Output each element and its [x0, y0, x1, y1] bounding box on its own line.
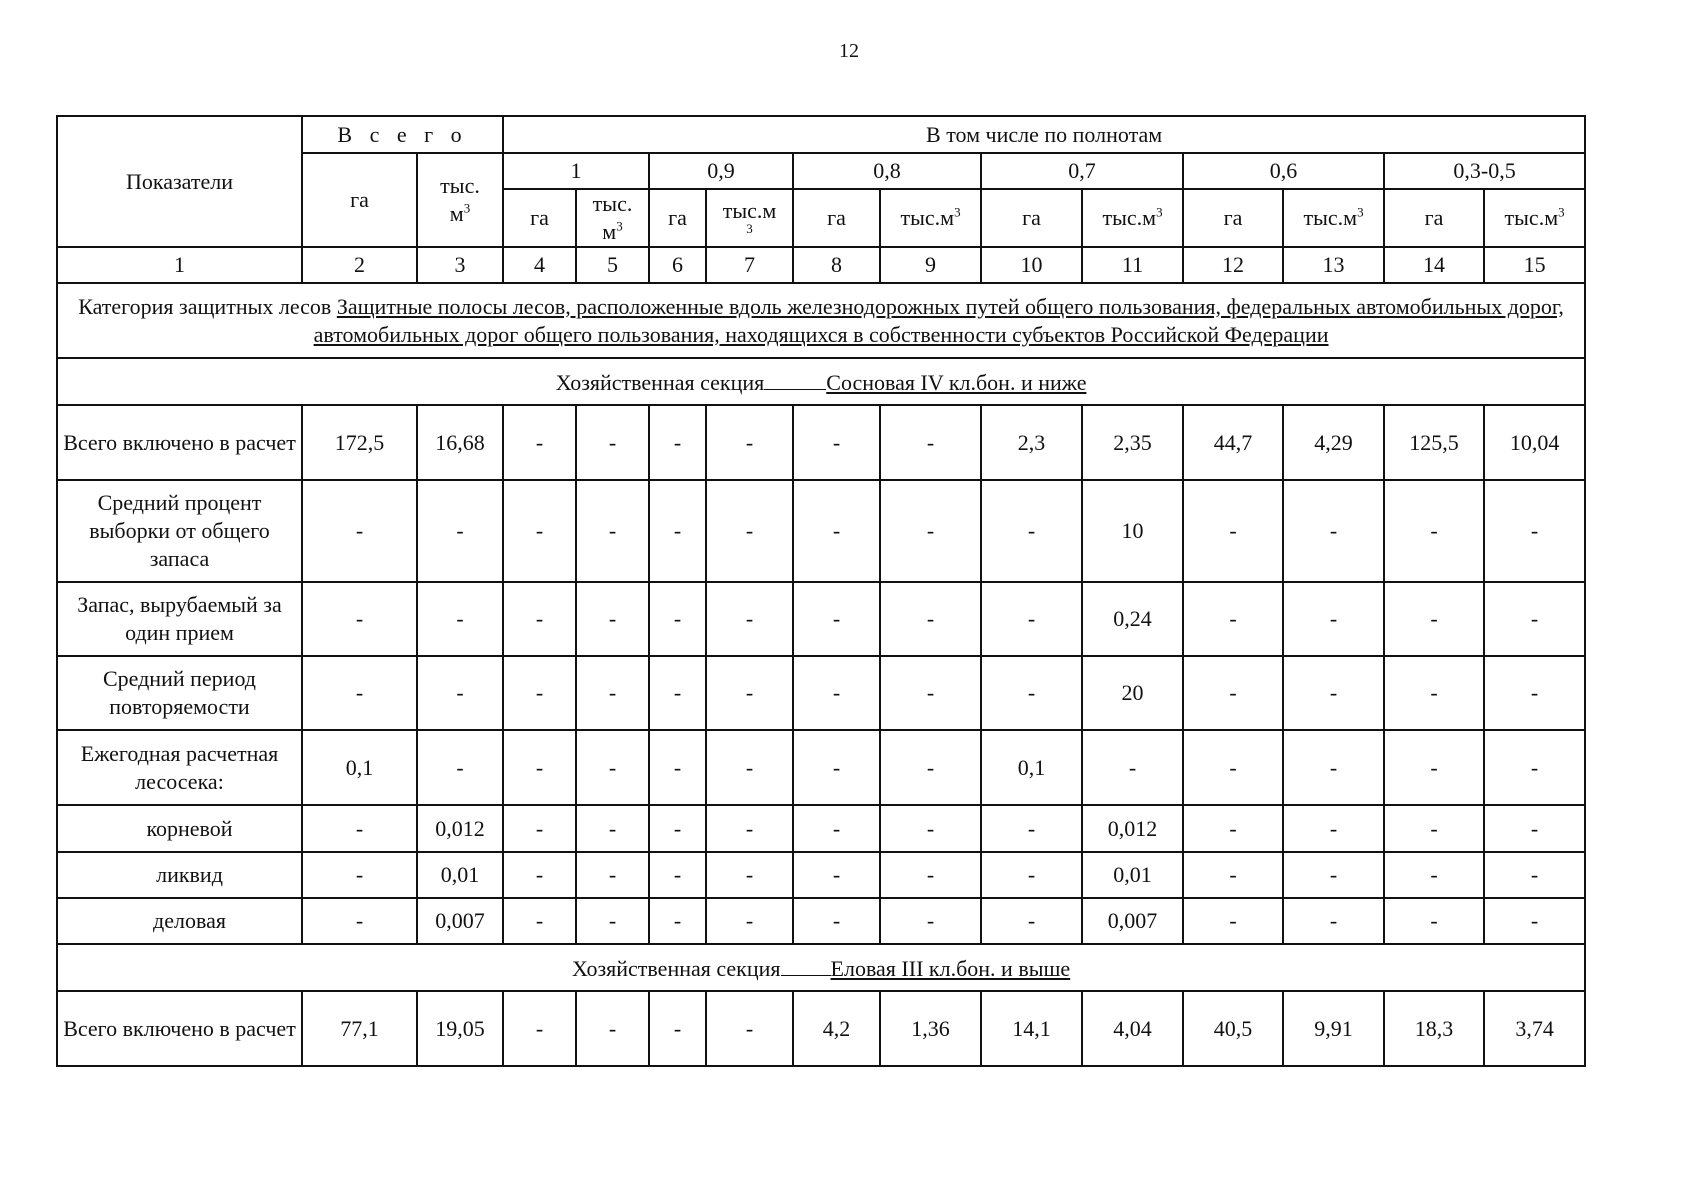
unit-tys-m: тыс.м	[900, 205, 955, 230]
table-cell: -	[503, 805, 576, 852]
header-polnota-1: 1	[503, 153, 649, 189]
table-cell: -	[1384, 656, 1484, 730]
table-cell: 1,36	[880, 991, 981, 1066]
table-cell: -	[576, 656, 649, 730]
table-cell: -	[981, 898, 1082, 944]
table-cell: -	[1384, 898, 1484, 944]
table-cell: -	[302, 898, 417, 944]
table-row	[57, 852, 1585, 898]
table-cell: -	[706, 405, 793, 480]
table-cell: -	[1384, 582, 1484, 656]
table-cell: -	[576, 805, 649, 852]
table-cell: -	[1283, 898, 1384, 944]
header-col-15-tys-m3	[1484, 189, 1585, 247]
section-underline-gap	[781, 953, 831, 976]
column-number: 15	[1484, 247, 1585, 283]
column-number: 11	[1082, 247, 1183, 283]
table-cell: -	[981, 805, 1082, 852]
unit-m: м	[449, 201, 464, 226]
table-cell: -	[649, 991, 706, 1066]
table-cell: -	[706, 656, 793, 730]
table-cell: -	[1283, 582, 1384, 656]
table-cell: -	[1484, 730, 1585, 805]
table-cell: -	[649, 852, 706, 898]
table-cell: -	[649, 805, 706, 852]
column-number: 7	[706, 247, 793, 283]
header-pokazateli: Показатели	[57, 116, 302, 247]
row-label: Всего включено в расчет	[57, 405, 302, 480]
header-polnota-06: 0,6	[1183, 153, 1384, 189]
table-cell: 0,012	[1082, 805, 1183, 852]
table-cell: -	[1283, 656, 1384, 730]
table-cell: -	[706, 852, 793, 898]
table-cell: -	[576, 480, 649, 582]
table-cell: -	[981, 656, 1082, 730]
table-cell: -	[1183, 898, 1283, 944]
column-number: 10	[981, 247, 1082, 283]
table-cell: 0,1	[302, 730, 417, 805]
table-row	[57, 730, 1585, 805]
table-cell: -	[576, 405, 649, 480]
header-col-14-ga: га	[1384, 189, 1484, 247]
table-cell: 0,01	[417, 852, 503, 898]
table-cell: -	[417, 582, 503, 656]
section-value: Еловая III кл.бон. и выше	[830, 955, 1071, 981]
table-cell: -	[793, 582, 880, 656]
table-row	[57, 405, 1585, 480]
header-col-6-ga: га	[649, 189, 706, 247]
table-cell: -	[880, 405, 981, 480]
table-row	[57, 805, 1585, 852]
unit-tys-m: тыс.м	[1303, 205, 1358, 230]
row-label: деловая	[57, 898, 302, 944]
table-row	[57, 656, 1585, 730]
table-cell: 18,3	[1384, 991, 1484, 1066]
table-cell: -	[1484, 480, 1585, 582]
unit-m: м	[602, 219, 617, 244]
unit-sup: 3	[1156, 204, 1163, 220]
unit-sup: 3	[616, 218, 623, 234]
table-cell: -	[880, 898, 981, 944]
table-cell: -	[793, 852, 880, 898]
row-label: Запас, вырубаемый за один прием	[57, 582, 302, 656]
allowable-cut-table	[56, 115, 1586, 1067]
header-polnota-09: 0,9	[649, 153, 793, 189]
table-cell: 40,5	[1183, 991, 1283, 1066]
table-cell: -	[706, 991, 793, 1066]
row-label: Ежегодная расчетная лесосека:	[57, 730, 302, 805]
header-col-2-ga: га	[302, 153, 417, 247]
table-cell: -	[706, 730, 793, 805]
table-cell: 2,3	[981, 405, 1082, 480]
table-cell: -	[417, 656, 503, 730]
table-cell: -	[1384, 805, 1484, 852]
column-number: 4	[503, 247, 576, 283]
row-label: корневой	[57, 805, 302, 852]
unit-tys-m: тыс.м	[1102, 205, 1157, 230]
header-col-8-ga: га	[793, 189, 880, 247]
column-number: 14	[1384, 247, 1484, 283]
table-cell: -	[417, 480, 503, 582]
table-cell: 2,35	[1082, 405, 1183, 480]
table-cell: -	[576, 852, 649, 898]
table-cell: -	[649, 730, 706, 805]
table-cell: -	[649, 405, 706, 480]
table-cell: 0,01	[1082, 852, 1183, 898]
table-cell: -	[503, 656, 576, 730]
table-cell: 20	[1082, 656, 1183, 730]
header-col-5-tys-m3	[576, 189, 649, 247]
column-number-row	[57, 247, 1585, 283]
table-cell: -	[793, 898, 880, 944]
table-cell: -	[503, 405, 576, 480]
table-cell: -	[880, 852, 981, 898]
section-value: Сосновая IV кл.бон. и ниже	[826, 369, 1087, 395]
table-cell: -	[1082, 730, 1183, 805]
table-cell: -	[880, 480, 981, 582]
table-cell: -	[503, 480, 576, 582]
table-cell: -	[1183, 852, 1283, 898]
table-cell: -	[576, 991, 649, 1066]
table-cell: -	[649, 480, 706, 582]
header-col-3-tys-m3	[417, 153, 503, 247]
table-cell: -	[503, 582, 576, 656]
section-row	[57, 944, 1585, 991]
row-label: ликвид	[57, 852, 302, 898]
table-cell: -	[1484, 898, 1585, 944]
column-number: 1	[57, 247, 302, 283]
row-label: Средний период повторяемости	[57, 656, 302, 730]
unit-3: 3	[746, 221, 753, 236]
table-cell: -	[1183, 582, 1283, 656]
table-cell: 125,5	[1384, 405, 1484, 480]
header-v-tom-chisle: В том числе по полнотам	[503, 116, 1585, 153]
table-cell: -	[503, 852, 576, 898]
table-cell: -	[880, 656, 981, 730]
unit-tys: тыс.	[592, 191, 633, 216]
table-cell: -	[503, 991, 576, 1066]
table-cell: -	[1183, 805, 1283, 852]
category-label: Категория защитных лесов	[78, 293, 332, 319]
column-number: 13	[1283, 247, 1384, 283]
table-cell: -	[1183, 656, 1283, 730]
table-cell: -	[649, 656, 706, 730]
table-cell: -	[576, 730, 649, 805]
table-cell: -	[706, 805, 793, 852]
header-col-11-tys-m3	[1082, 189, 1183, 247]
table-cell: 10	[1082, 480, 1183, 582]
table-cell: -	[793, 405, 880, 480]
table-cell: 4,29	[1283, 405, 1384, 480]
table-cell: -	[706, 582, 793, 656]
table-cell: -	[1384, 480, 1484, 582]
table-cell: 9,91	[1283, 991, 1384, 1066]
table-row	[57, 582, 1585, 656]
section-label: Хозяйственная секция	[571, 955, 781, 981]
unit-tys-m: тыс.м	[1504, 205, 1559, 230]
table-cell: 77,1	[302, 991, 417, 1066]
column-number: 12	[1183, 247, 1283, 283]
unit-tys-m: тыс.м	[722, 198, 777, 223]
table-cell: 19,05	[417, 991, 503, 1066]
table-cell: 0,24	[1082, 582, 1183, 656]
section-label: Хозяйственная секция	[555, 369, 765, 395]
table-cell: -	[880, 582, 981, 656]
table-cell: -	[981, 852, 1082, 898]
row-label: Средний процент выборки от общего запаса	[57, 480, 302, 582]
table-cell: 172,5	[302, 405, 417, 480]
table-cell: -	[706, 898, 793, 944]
unit-sup: 3	[1357, 204, 1364, 220]
table-cell: -	[1283, 480, 1384, 582]
section-underline-gap	[764, 367, 826, 390]
table-cell: -	[793, 480, 880, 582]
unit-sup: 3	[954, 204, 961, 220]
column-number: 2	[302, 247, 417, 283]
table-row	[57, 991, 1585, 1066]
table-cell: -	[793, 805, 880, 852]
table-cell: 0,007	[417, 898, 503, 944]
unit-sup: 3	[1558, 204, 1565, 220]
unit-m3	[581, 218, 644, 246]
table-cell: 4,04	[1082, 991, 1183, 1066]
table-cell: -	[302, 480, 417, 582]
table-cell: -	[1384, 852, 1484, 898]
column-number: 3	[417, 247, 503, 283]
table-cell: -	[576, 582, 649, 656]
table-cell: -	[1183, 480, 1283, 582]
table-cell: -	[880, 805, 981, 852]
unit-m3	[422, 200, 498, 228]
table-cell: -	[793, 730, 880, 805]
header-col-12-ga: га	[1183, 189, 1283, 247]
table-cell: 0,007	[1082, 898, 1183, 944]
section-row	[57, 358, 1585, 405]
table-cell: -	[302, 805, 417, 852]
table-row	[57, 480, 1585, 582]
header-col-7-tys-m3	[706, 189, 793, 247]
unit-tys: тыс.	[440, 173, 480, 198]
table-cell: -	[706, 480, 793, 582]
header-polnota-03-05: 0,3-0,5	[1384, 153, 1585, 189]
table-cell: -	[1484, 656, 1585, 730]
table-cell: -	[981, 582, 1082, 656]
table-cell: -	[417, 730, 503, 805]
table-cell: -	[1283, 852, 1384, 898]
table-cell: -	[503, 730, 576, 805]
table-cell: -	[649, 582, 706, 656]
column-number: 6	[649, 247, 706, 283]
header-polnota-08: 0,8	[793, 153, 981, 189]
table-cell: -	[302, 656, 417, 730]
table-cell: 0,1	[981, 730, 1082, 805]
table-cell: 3,74	[1484, 991, 1585, 1066]
table-cell: -	[981, 480, 1082, 582]
header-col-9-tys-m3	[880, 189, 981, 247]
header-vsego: В с е г о	[302, 116, 503, 153]
table-cell: 16,68	[417, 405, 503, 480]
table-cell: -	[1484, 852, 1585, 898]
category-value: Защитные полосы лесов, расположенные вдоль железнодорожных путей общего пользования, федеральных автомобильных дорог, автомобильных дорог общего пользования, находящихся в собственности субъектов Российской Федерации	[313, 293, 1564, 347]
table-cell: -	[880, 730, 981, 805]
unit-sup: 3	[463, 200, 471, 216]
header-col-4-ga: га	[503, 189, 576, 247]
table-cell: -	[1183, 730, 1283, 805]
header-col-10-ga: га	[981, 189, 1082, 247]
table-cell: -	[1484, 805, 1585, 852]
table-cell: -	[1283, 805, 1384, 852]
table-cell: -	[302, 582, 417, 656]
table-cell: 4,2	[793, 991, 880, 1066]
table-cell: -	[503, 898, 576, 944]
table-cell: -	[1484, 582, 1585, 656]
column-number: 9	[880, 247, 981, 283]
page-number: 12	[839, 40, 859, 62]
header-col-13-tys-m3	[1283, 189, 1384, 247]
table-cell: 0,012	[417, 805, 503, 852]
table-cell: -	[649, 898, 706, 944]
table-cell: 10,04	[1484, 405, 1585, 480]
table-cell: -	[1283, 730, 1384, 805]
table-cell: -	[302, 852, 417, 898]
column-number: 5	[576, 247, 649, 283]
column-number: 8	[793, 247, 880, 283]
header-polnota-07: 0,7	[981, 153, 1183, 189]
table-row	[57, 898, 1585, 944]
table-cell: -	[1384, 730, 1484, 805]
category-row	[57, 283, 1585, 358]
table-cell: -	[576, 898, 649, 944]
table-cell: 44,7	[1183, 405, 1283, 480]
table-cell: -	[793, 656, 880, 730]
table-cell: 14,1	[981, 991, 1082, 1066]
row-label: Всего включено в расчет	[57, 991, 302, 1066]
